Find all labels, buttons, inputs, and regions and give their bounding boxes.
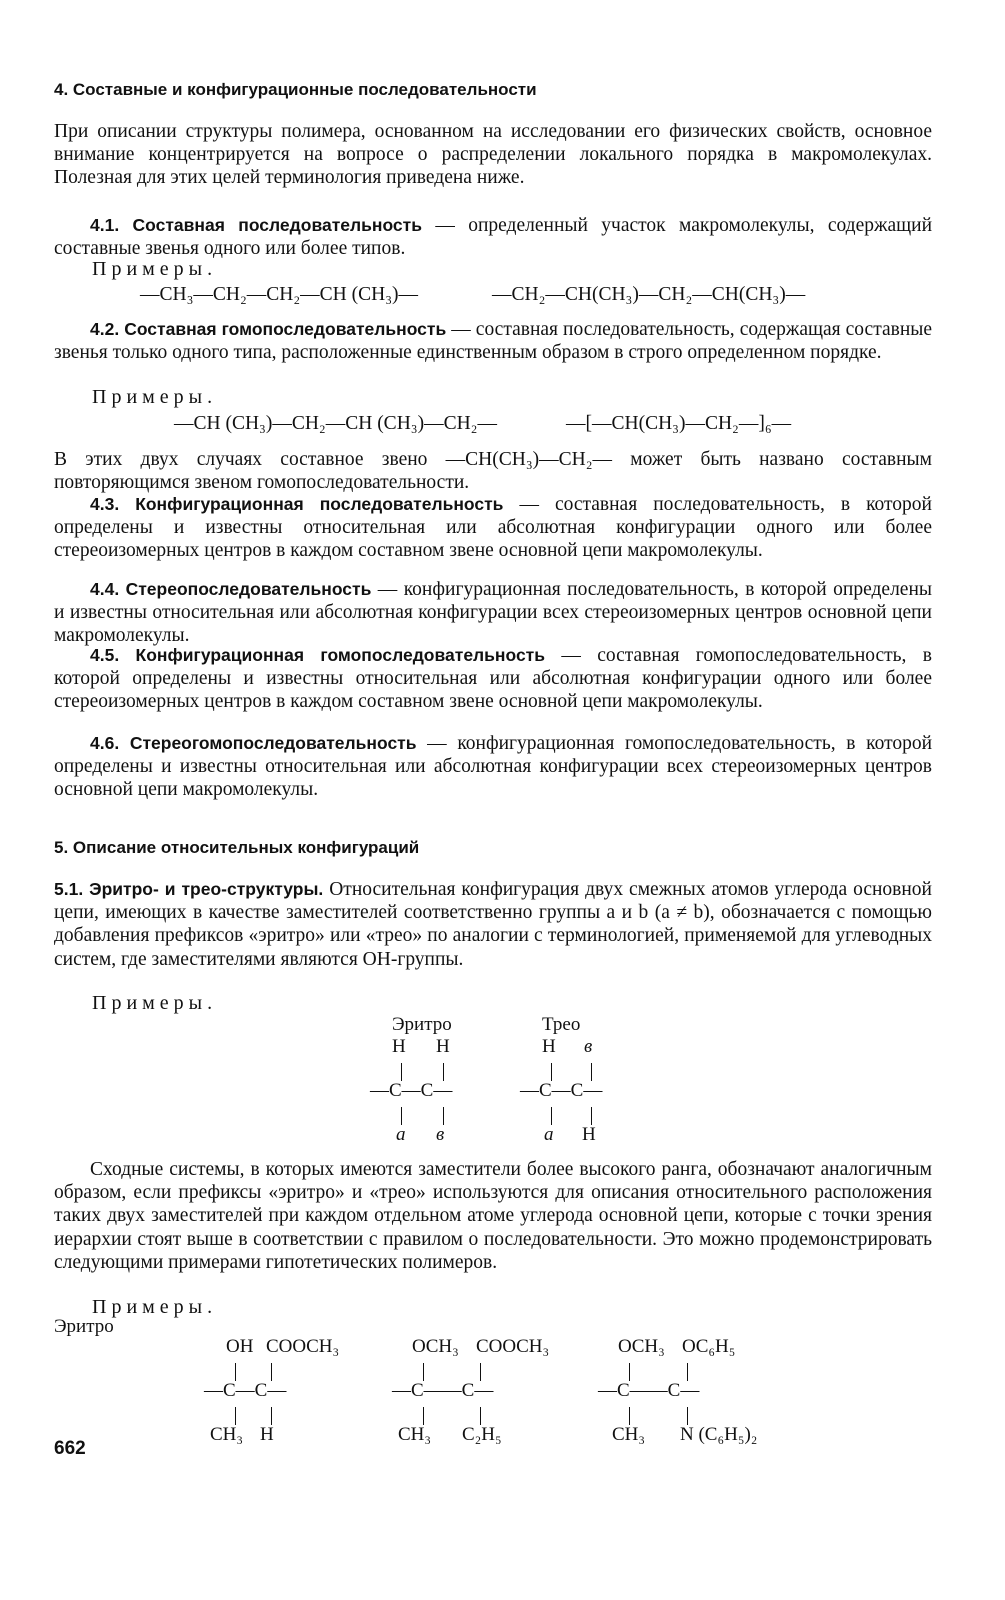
ex3-bond-top-right [687, 1363, 688, 1381]
threo-top-right: в [584, 1036, 593, 1057]
ex1-chain: —C—C— [204, 1380, 287, 1401]
erythro-label-second: Эритро [54, 1316, 114, 1337]
erythro-top-right: H [436, 1036, 450, 1057]
threo-bond-bottom-left [551, 1107, 552, 1125]
term-4-4: 4.4. Стереопоследовательность [90, 579, 372, 599]
erythro-bond-bottom-right [443, 1107, 444, 1125]
text-4-5: — составная гомопоследовательность, в которой определены и известны относительная или абсолютная конфигурации одного или более стереоизомерных центров в каждом составном звене основной цепи макромолекулы. [54, 645, 932, 713]
erythro-example-1 [204, 1336, 374, 1448]
section-4-heading: 4. Составные и конфигурационные последовательности [54, 80, 537, 99]
ex3-chain: —C——C— [598, 1380, 700, 1401]
examples-label-5-1: Примеры. [92, 992, 218, 1014]
ex2-top-left: OCH₃ [412, 1336, 459, 1357]
text-4-1: — определенный участок макромолекулы, содержащий составные звенья одного или более типов. [54, 215, 933, 260]
ex3-bottom-right: N (C₆H₅)₂ [680, 1424, 758, 1445]
ex3-top-left: OCH₃ [618, 1336, 665, 1357]
ex1-bond-bottom-left [235, 1407, 236, 1425]
ex2-top-right: COOCH₃ [476, 1336, 550, 1357]
ex3-bottom-left: CH₃ [612, 1424, 646, 1445]
paragraph-4-1 [54, 214, 932, 260]
threo-label: Трео [542, 1014, 581, 1035]
ex2-chain: —C——C— [392, 1380, 494, 1401]
text-5-1-more: Сходные системы, в которых имеются заместители более высокого ранга, обозначают аналогичным образом, если префиксы «эритро» и «трео» используются для описания относительного расположения таких двух заместителей при каждом отдельном атоме углерода основной цепи, которые с точки зрения иерархии стоят выше в соответствии с правилом о последовательности. Это можно продемонстрировать следующими примерами гипотетических полимеров. [54, 1159, 932, 1273]
examples-label-5-1-second: Примеры. [92, 1296, 218, 1318]
erythro-bottom-right: в [436, 1124, 445, 1145]
term-4-2: 4.2. Составная гомопоследовательность [90, 319, 447, 339]
threo-bond-bottom-right [591, 1107, 592, 1125]
term-4-5: 4.5. Конфигурационная гомопоследовательность [90, 645, 546, 665]
ex1-bond-top-right [271, 1363, 272, 1381]
ex1-top-left: OH [226, 1336, 254, 1357]
erythro-bond-top-left [401, 1063, 402, 1081]
page-number: 662 [54, 1438, 86, 1459]
formula-4-2-a: —CH (CH₃)—CH₂—CH (CH₃)—CH₂— [174, 413, 497, 434]
ex3-bond-bottom-right [687, 1407, 688, 1425]
term-4-1: 4.1. Составная последовательность [90, 215, 422, 235]
note-4-2: В этих двух случаях составное звено —CH(CH₃)—CH₂— может быть названо составным повторяющимся звеном гомопоследовательности. [54, 449, 932, 494]
threo-bottom-left: a [544, 1124, 554, 1145]
paragraph-4-2 [54, 318, 932, 364]
erythro-chain: —C—C— [370, 1080, 453, 1101]
erythro-example-2 [392, 1336, 572, 1448]
erythro-bottom-left: a [396, 1124, 406, 1145]
text-4-6: — конфигурационная гомопоследовательность, в которой определены и известны относительная или абсолютная конфигурации всех стереоизомерных центров основной цепи макромолекулы. [54, 733, 933, 801]
ex1-bottom-right: H [260, 1424, 274, 1445]
ex2-bond-bottom-left [423, 1407, 424, 1425]
erythro-bond-top-right [443, 1063, 444, 1081]
term-4-3: 4.3. Конфигурационная последовательность [90, 494, 504, 514]
ex3-bond-top-left [629, 1363, 630, 1381]
paragraph-4-6 [54, 732, 932, 802]
erythro-example-3 [598, 1336, 798, 1448]
ex1-top-right: COOCH₃ [266, 1336, 340, 1357]
threo-bottom-right: H [582, 1124, 596, 1145]
ex1-bond-bottom-right [271, 1407, 272, 1425]
erythro-label: Эритро [392, 1014, 452, 1035]
intro-text: При описании структуры полимера, основанном на исследовании его физических свойств, основное внимание концентрируется на вопросе о распределении локального порядка в макромолекулах. Полезная для этих целей терминология приведена ниже. [54, 121, 932, 189]
paragraph-4-2-note [54, 448, 932, 494]
ex1-bottom-left: CH₃ [210, 1424, 244, 1445]
threo-bond-top-right [591, 1063, 592, 1081]
text-5-1: Относительная конфигурация двух смежных атомов углерода основной цепи, имеющих в качестве заместителей соответственно группы a и b (a ≠ b), обозначается с помощью добавления префиксов «эритро» или «трео» по аналогии с терминологией, применяемой для углеводных систем, где заместителями являются OH-группы. [54, 879, 932, 970]
formula-4-2-b: —[—CH(CH₃)—CH₂—]₆— [566, 413, 792, 434]
ex3-top-right: OC₆H₅ [682, 1336, 736, 1357]
examples-label-4-1: Примеры. [92, 258, 218, 280]
ex2-bond-top-right [480, 1363, 481, 1381]
threo-top-left: H [542, 1036, 556, 1057]
paragraph-5-1 [54, 878, 932, 971]
erythro-structure [370, 1036, 480, 1148]
examples-label-4-2: Примеры. [92, 386, 218, 408]
threo-bond-top-left [551, 1063, 552, 1081]
ex2-bond-top-left [423, 1363, 424, 1381]
ex2-bottom-right: C₂H₅ [462, 1424, 502, 1445]
ex1-bond-top-left [235, 1363, 236, 1381]
formula-4-1-b: —CH₂—CH(CH₃)—CH₂—CH(CH₃)— [492, 284, 806, 305]
ex2-bond-bottom-right [480, 1407, 481, 1425]
term-5-1: 5.1. Эритро- и трео-структуры. [54, 879, 324, 899]
formula-4-1-a: —CH₃—CH₂—CH₂—CH (CH₃)— [140, 284, 418, 305]
paragraph-4-4 [54, 578, 932, 648]
section-4-intro [54, 120, 932, 190]
paragraph-4-5 [54, 644, 932, 714]
text-4-4: — конфигурационная последовательность, в которой определены и известны относительная или абсолютная конфигурации всех стереоизомерных центров основной цепи макромолекулы. [54, 579, 932, 647]
erythro-bond-bottom-left [401, 1107, 402, 1125]
section-5-heading: 5. Описание относительных конфигураций [54, 838, 420, 857]
paragraph-4-3 [54, 493, 932, 563]
threo-chain: —C—C— [520, 1080, 603, 1101]
erythro-top-left: H [392, 1036, 406, 1057]
paragraph-5-1-more [54, 1158, 932, 1274]
text-4-3: — составная последовательность, в которой определены и известны относительная или абсолютная конфигурации одного или более стереоизомерных центров в каждом составном звене основной цепи макромолекулы. [54, 494, 932, 562]
threo-structure [518, 1036, 628, 1148]
term-4-6: 4.6. Стереогомопоследовательность [90, 733, 417, 753]
text-4-2: — составная последовательность, содержащая составные звенья только одного типа, расположенные единственным образом в строго определенном порядке. [54, 319, 933, 364]
ex3-bond-bottom-left [629, 1407, 630, 1425]
ex2-bottom-left: CH₃ [398, 1424, 432, 1445]
